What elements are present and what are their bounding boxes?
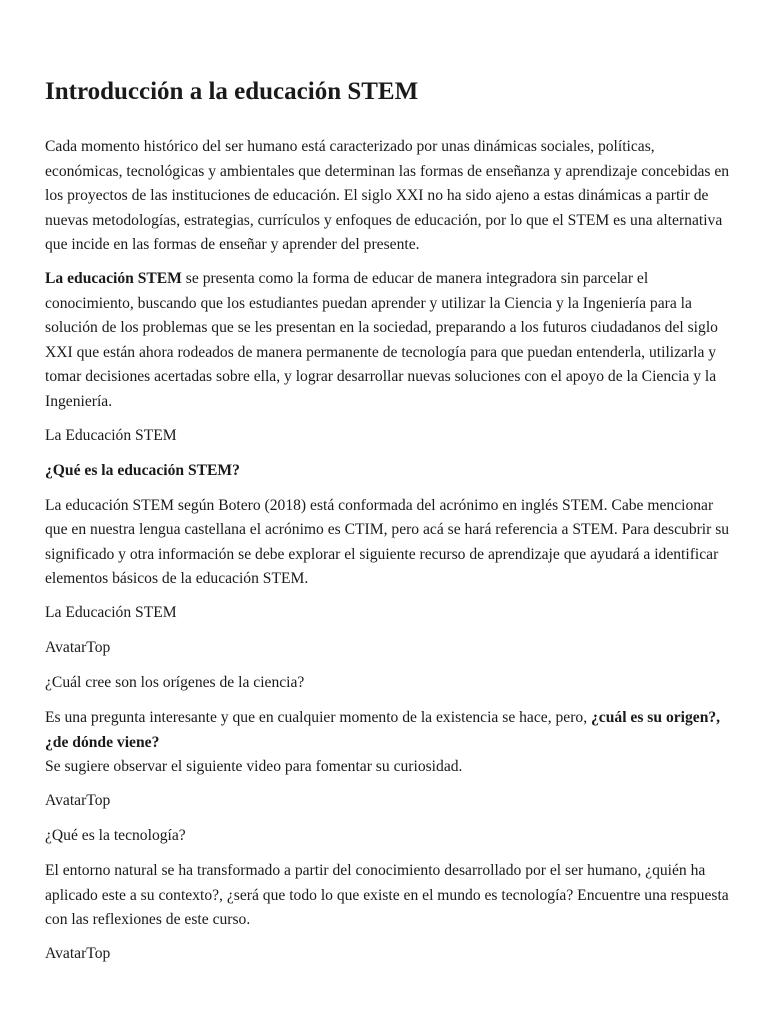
intro-paragraph: Cada momento histórico del ser humano está caracterizado por unas dinámicas sociales, políticas, económicas, tecnológicas y ambientales que determinan las formas de enseñanza y aprendizaje concebidas en los proyectos de las instituciones de educación. El siglo XXI no ha sido ajeno a estas dinámicas a partir de nuevas metodologías, estrategias, currículos y enfoques de educación, por lo que el STEM es una alternativa que incide en las formas de enseñar y aprender del presente. — [45, 138, 730, 253]
avatar-top-label-3: AvatarTop — [45, 945, 111, 962]
question-tecnologia: ¿Qué es la tecnología? — [45, 827, 186, 844]
technology-paragraph: El entorno natural se ha transformado a partir del conocimiento desarrollado por el ser humano, ¿quién ha aplicado este a su contexto?, ¿será que todo lo que existe en el mundo es tecnología? Encuentre una respuesta con las reflexiones de este curso. — [45, 862, 729, 928]
page-title: Introducción a la educación STEM — [45, 78, 419, 105]
stem-definition-text: se presenta como la forma de educar de manera integradora sin parcelar el conocimiento, buscando que los estudiantes puedan aprender y utilizar la Ciencia y la Ingeniería para la solución de los problemas que se les presentan en la sociedad, preparando a los futuros ciudadanos del siglo XXI que están ahora rodeados de manera permanente de tecnología para que puedan entenderla, utilizarla y tomar decisiones acertadas sobre ella, y lograr desarrollar nuevas soluciones con el apoyo de la Ciencia y la Ingeniería. — [45, 270, 718, 410]
stem-definition-bold: La educación STEM — [45, 270, 182, 287]
origins-text: Es una pregunta interesante y que en cualquier momento de la existencia se hace, pero, — [45, 709, 591, 726]
resource-caption-2: La Educación STEM — [45, 604, 177, 621]
question-origenes-ciencia: ¿Cuál cree son los orígenes de la ciencia? — [45, 674, 305, 691]
stem-acronym-paragraph: La educación STEM según Botero (2018) está conformada del acrónimo en inglés STEM. Cabe mencionar que en nuestra lengua castellana el acrónimo es CTIM, pero acá se hará referencia a STEM. Para descubrir su significado y otra información se debe explorar el siguiente recurso de aprendizaje que ayudará a identificar elementos básicos de la educación STEM. — [45, 496, 730, 587]
stem-definition-paragraph — [45, 267, 735, 414]
origins-video-suggestion: Se sugiere observar el siguiente video para fomentar su curiosidad. — [45, 758, 463, 775]
origins-paragraph — [45, 706, 735, 780]
avatar-top-label-1: AvatarTop — [45, 639, 111, 656]
avatar-top-label-2: AvatarTop — [45, 792, 111, 809]
article-body — [45, 135, 735, 977]
resource-caption-1: La Educación STEM — [45, 426, 177, 444]
section-heading-que-es-stem: ¿Qué es la educación STEM? — [45, 461, 240, 479]
origins-bold-question: ¿cuál es su origen?, ¿de dónde viene? — [45, 709, 721, 751]
